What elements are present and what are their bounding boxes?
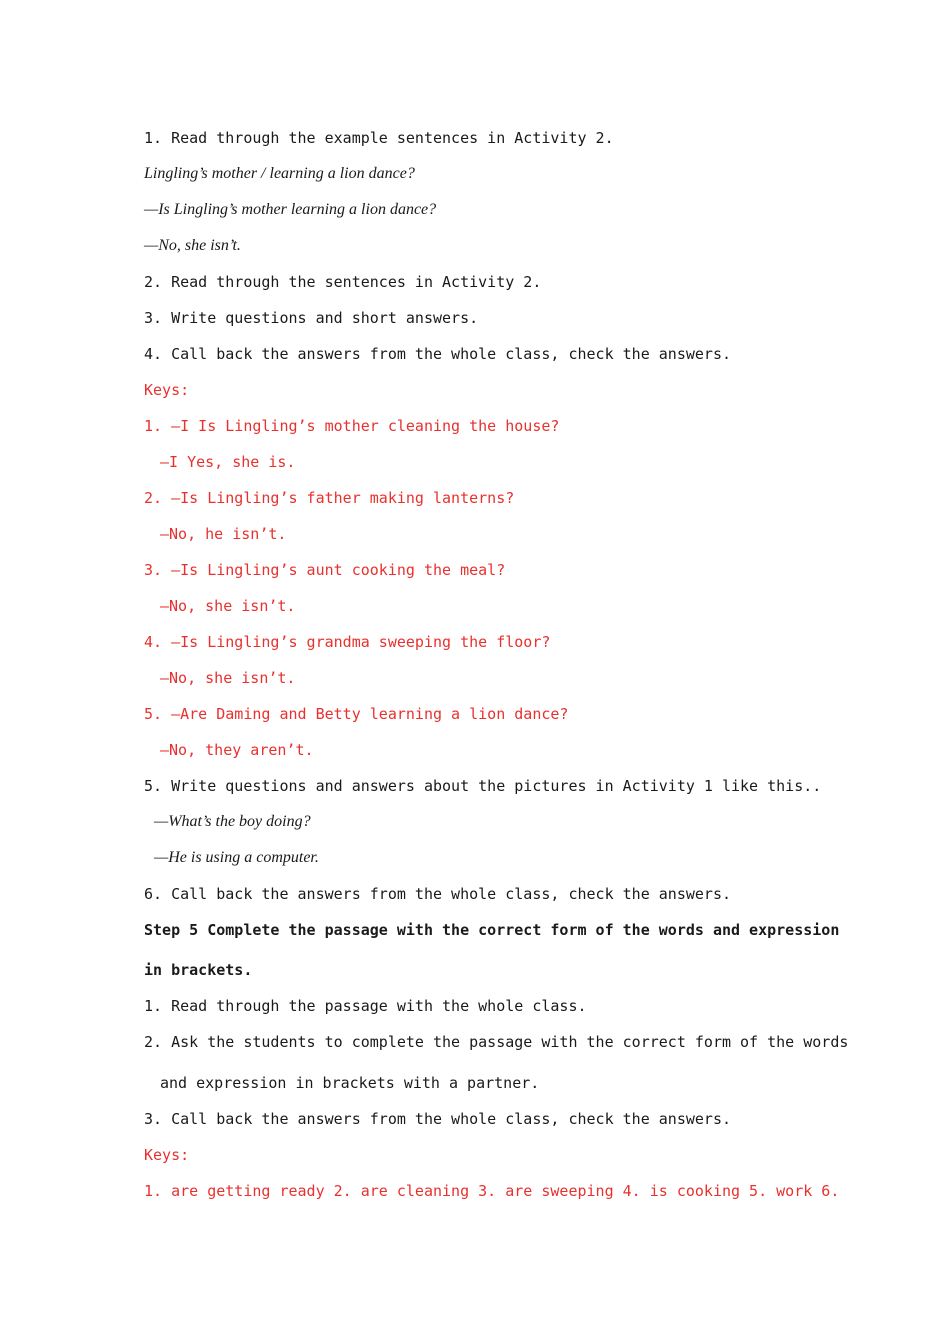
example-answer: —No, she isn’t. [144, 237, 241, 254]
key-2-question: 2. —Is Lingling’s father making lanterns? [144, 489, 515, 507]
step-5-heading-cont: in brackets. [144, 961, 253, 979]
instruction-2: 2. Read through the sentences in Activity 2. [144, 273, 542, 291]
step5-instruction-2-cont: and expression in brackets with a partner. [160, 1074, 540, 1092]
key-1-answer: —I Yes, she is. [160, 453, 296, 471]
key-3-answer: —No, she isn’t. [160, 597, 296, 615]
step5-instruction-2: 2. Ask the students to complete the passage with the correct form of the words [144, 1033, 849, 1051]
key-5-question: 5. —Are Daming and Betty learning a lion dance? [144, 705, 569, 723]
instruction-6: 6. Call back the answers from the whole class, check the answers. [144, 885, 731, 903]
keys-answers: 1. are getting ready 2. are cleaning 3. are sweeping 4. is cooking 5. work 6. [144, 1182, 840, 1200]
example-prompt: Lingling’s mother / learning a lion dance? [144, 165, 415, 182]
example-question: —Is Lingling’s mother learning a lion dance? [144, 201, 437, 218]
key-3-question: 3. —Is Lingling’s aunt cooking the meal? [144, 561, 506, 579]
instruction-5: 5. Write questions and answers about the pictures in Activity 1 like this.. [144, 777, 822, 795]
example-question-2: —What’s the boy doing? [154, 813, 311, 830]
key-4-answer: —No, she isn’t. [160, 669, 296, 687]
step-5-heading: Step 5 Complete the passage with the correct form of the words and expression [144, 921, 840, 939]
keys-heading-2: Keys: [144, 1146, 190, 1164]
instruction-1: 1. Read through the example sentences in Activity 2. [144, 129, 614, 147]
instruction-4: 4. Call back the answers from the whole class, check the answers. [144, 345, 731, 363]
key-1-question: 1. —I Is Lingling’s mother cleaning the house? [144, 417, 560, 435]
step5-instruction-1: 1. Read through the passage with the whole class. [144, 997, 587, 1015]
keys-heading: Keys: [144, 381, 190, 399]
key-5-answer: —No, they aren’t. [160, 741, 314, 759]
instruction-3: 3. Write questions and short answers. [144, 309, 479, 327]
key-2-answer: —No, he isn’t. [160, 525, 287, 543]
step5-instruction-3: 3. Call back the answers from the whole class, check the answers. [144, 1110, 731, 1128]
example-answer-2: —He is using a computer. [154, 849, 319, 866]
key-4-question: 4. —Is Lingling’s grandma sweeping the floor? [144, 633, 551, 651]
